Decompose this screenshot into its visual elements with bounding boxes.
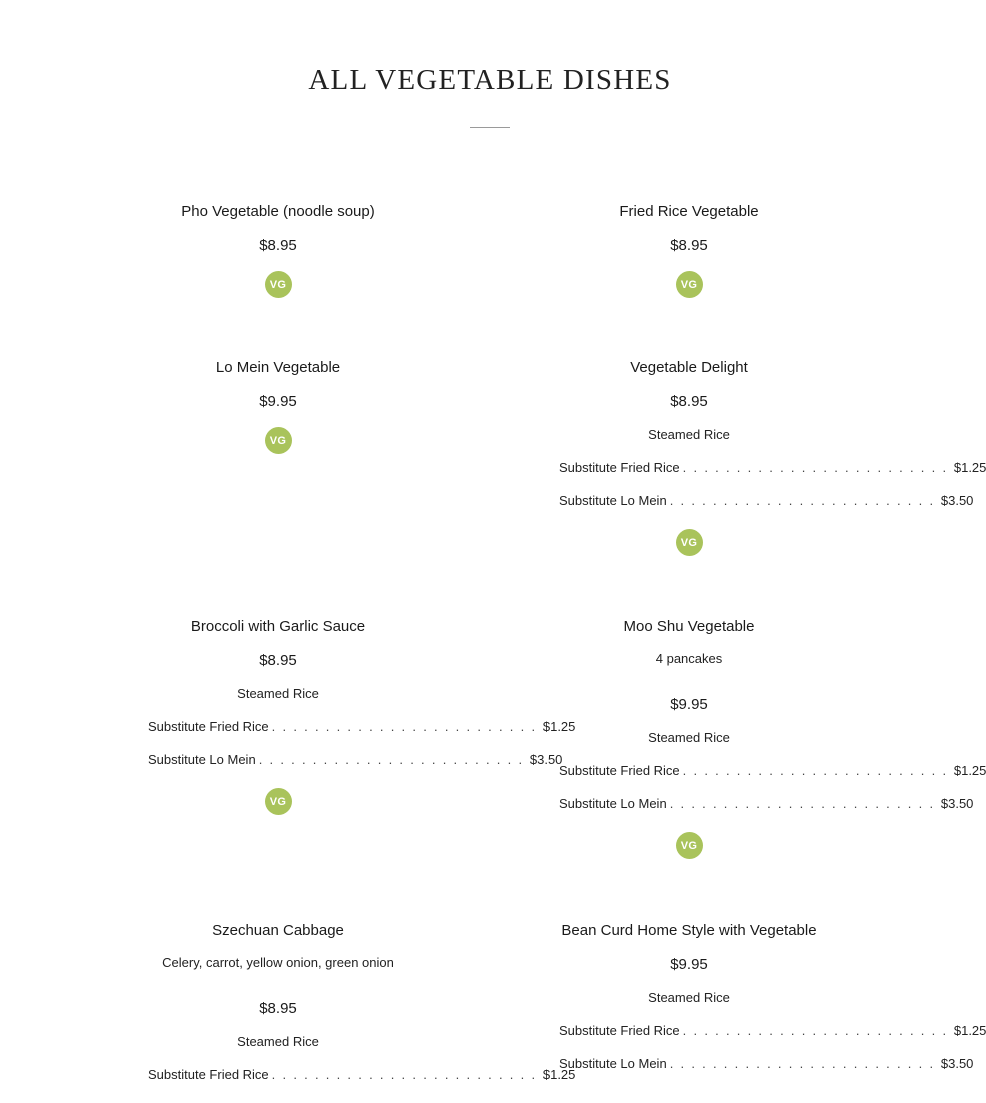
menu-item-szechuan-cabbage	[128, 922, 576, 1103]
option-price: $1.25	[542, 719, 576, 734]
option-title: Steamed Rice	[648, 427, 730, 442]
menu-item-vegetable-delight	[539, 359, 986, 556]
dish-price: $8.95	[259, 652, 297, 669]
option-row	[148, 1067, 576, 1083]
option-label: Substitute Fried Rice	[559, 1023, 680, 1038]
dish-price: $8.95	[259, 237, 297, 254]
dot-leader: . . . . . . . . . . . . . . . . . . . . . . . . .	[669, 1056, 935, 1071]
option-price: $3.50	[529, 752, 563, 767]
option-row	[559, 1056, 974, 1072]
dish-name: Szechuan Cabbage	[212, 922, 344, 939]
option-row	[148, 719, 576, 735]
option-row	[559, 796, 974, 812]
option-row	[559, 493, 974, 509]
menu-item-broccoli-garlic-sauce	[128, 618, 576, 815]
dot-leader: . . . . . . . . . . . . . . . . . . . . . . . . .	[258, 752, 524, 767]
dish-name: Broccoli with Garlic Sauce	[190, 618, 366, 635]
menu-item-lo-mein-vegetable	[128, 359, 428, 454]
dish-price: $9.95	[670, 696, 708, 713]
option-label: Substitute Lo Mein	[559, 796, 667, 811]
option-row	[559, 763, 986, 779]
option-title: Steamed Rice	[237, 1034, 319, 1049]
dish-name: Bean Curd Home Style with Vegetable	[561, 922, 817, 939]
title-divider	[470, 127, 510, 128]
menu-item-fried-rice-vegetable	[539, 203, 839, 298]
dish-name: Lo Mein Vegetable	[215, 359, 341, 376]
option-price: $1.25	[953, 1023, 986, 1038]
option-label: Substitute Lo Mein	[559, 1056, 667, 1071]
rice-options	[539, 990, 986, 1072]
rice-options	[539, 730, 986, 812]
dish-price: $8.95	[670, 393, 708, 410]
dish-name: Vegetable Delight	[630, 359, 748, 376]
option-label: Substitute Lo Mein	[559, 493, 667, 508]
dish-price: $9.95	[259, 393, 297, 410]
option-price: $3.50	[940, 796, 974, 811]
dot-leader: . . . . . . . . . . . . . . . . . . . . . . . . .	[271, 719, 537, 734]
option-price: $3.50	[940, 493, 974, 508]
option-label: Substitute Fried Rice	[559, 763, 680, 778]
option-label: Substitute Fried Rice	[148, 1067, 269, 1082]
dish-price: $8.95	[670, 237, 708, 254]
option-title: Steamed Rice	[237, 686, 319, 701]
menu-item-bean-curd-home-style	[539, 922, 986, 1092]
option-label: Substitute Fried Rice	[559, 460, 680, 475]
rice-options	[128, 1034, 576, 1083]
dish-price: $9.95	[670, 956, 708, 973]
option-price: $1.25	[953, 763, 986, 778]
dot-leader: . . . . . . . . . . . . . . . . . . . . . . . . .	[669, 493, 935, 508]
dish-name: Pho Vegetable (noodle soup)	[181, 203, 375, 220]
dish-description: 4 pancakes	[655, 651, 723, 666]
dish-description: Celery, carrot, yellow onion, green onion	[162, 955, 394, 970]
rice-options	[128, 686, 576, 768]
option-price: $3.50	[940, 1056, 974, 1071]
vegan-badge-icon: VG	[676, 832, 703, 859]
dish-price: $8.95	[259, 1000, 297, 1017]
dot-leader: . . . . . . . . . . . . . . . . . . . . . . . . .	[669, 796, 935, 811]
menu-item-pho-vegetable	[128, 203, 428, 298]
dot-leader: . . . . . . . . . . . . . . . . . . . . . . . . .	[682, 1023, 948, 1038]
vegan-badge-icon: VG	[265, 271, 292, 298]
menu-item-moo-shu-vegetable	[539, 618, 986, 859]
vegan-badge-icon: VG	[265, 788, 292, 815]
dot-leader: . . . . . . . . . . . . . . . . . . . . . . . . .	[682, 460, 948, 475]
option-label: Substitute Lo Mein	[148, 752, 256, 767]
option-price: $1.25	[953, 460, 986, 475]
dish-name: Fried Rice Vegetable	[619, 203, 759, 220]
option-row	[148, 752, 563, 768]
vegan-badge-icon: VG	[265, 427, 292, 454]
dot-leader: . . . . . . . . . . . . . . . . . . . . . . . . .	[271, 1067, 537, 1082]
option-title: Steamed Rice	[648, 730, 730, 745]
vegan-badge-icon: VG	[676, 271, 703, 298]
option-title: Steamed Rice	[648, 990, 730, 1005]
vegan-badge-icon: VG	[676, 529, 703, 556]
dot-leader: . . . . . . . . . . . . . . . . . . . . . . . . .	[682, 763, 948, 778]
rice-options	[539, 427, 986, 509]
page-title: ALL VEGETABLE DISHES	[308, 64, 672, 96]
option-price: $1.25	[542, 1067, 576, 1082]
option-row	[559, 460, 986, 476]
option-row	[559, 1023, 986, 1039]
option-label: Substitute Fried Rice	[148, 719, 269, 734]
dish-name: Moo Shu Vegetable	[623, 618, 755, 635]
